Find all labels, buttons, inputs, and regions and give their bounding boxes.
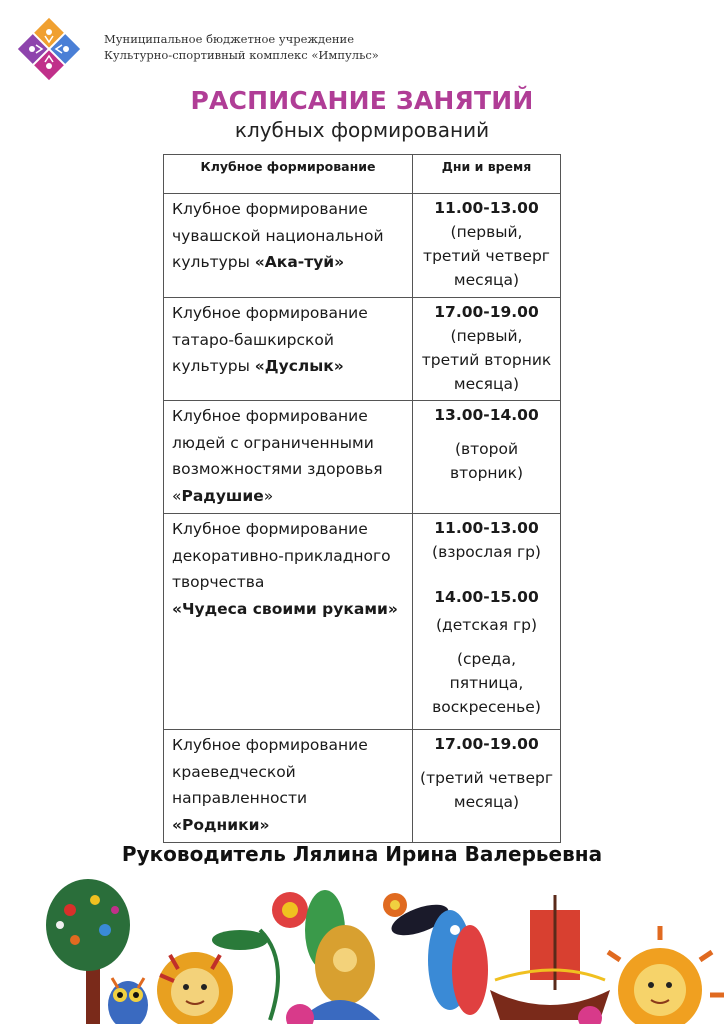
club-name: «Дуслык»: [254, 357, 344, 375]
time-range: 11.00-13.00: [434, 199, 539, 217]
club-name: «Родники»: [172, 815, 270, 834]
club-text-line: Клубное формирование: [172, 304, 368, 322]
club-text-line: татаро-башкирской: [172, 330, 334, 349]
club-text-line: Клубное формирование: [172, 520, 368, 538]
time-cell: [413, 730, 561, 843]
boat-icon: [490, 895, 610, 1020]
time-range: 14.00-15.00: [434, 588, 539, 606]
table-row: [164, 298, 561, 401]
time-cell: [413, 194, 561, 298]
time-cell: [413, 401, 561, 514]
time-cell: [413, 298, 561, 401]
time-note: (детская гр): [436, 616, 537, 634]
page-subtitle: клубных формирований: [234, 118, 490, 142]
org-line-1: Муниципальное бюджетное учреждение: [104, 32, 355, 46]
time-note: (первый,: [450, 327, 523, 345]
club-text-line: Клубное формирование: [172, 200, 368, 218]
club-text-line: декоративно-прикладного: [172, 546, 391, 565]
sun-icon: [608, 926, 724, 1024]
time-range: 17.00-19.00: [434, 735, 539, 753]
column-header-time: Дни и время: [413, 155, 561, 194]
table-row: [164, 194, 561, 298]
time-note: вторник): [449, 464, 524, 482]
club-text-line: людей с ограниченными: [172, 433, 374, 452]
time-note: месяца): [453, 375, 520, 393]
folk-art-illustration: [0, 870, 724, 1024]
owl-icon: [108, 978, 148, 1024]
time-note: месяца): [453, 793, 520, 811]
club-text-line: чувашской национальной: [172, 226, 384, 245]
time-range: 17.00-19.00: [434, 303, 539, 321]
club-name: «Чудеса своими руками»: [172, 599, 398, 618]
time-note: (второй: [454, 440, 519, 458]
leaf-figure-icon: [300, 890, 380, 1020]
club-name-quote: «: [172, 486, 182, 505]
club-cell: [164, 514, 413, 730]
club-text-line: Клубное формирование: [172, 736, 368, 754]
table-header-row: [164, 155, 561, 194]
flower-icon: [286, 1004, 314, 1024]
club-cell: [164, 298, 413, 401]
club-text-line: Клубное формирование: [172, 407, 368, 425]
time-note: третий вторник: [421, 351, 552, 369]
time-note: воскресенье): [432, 698, 541, 716]
time-note: (первый,: [450, 223, 523, 241]
table-row: [164, 401, 561, 514]
club-name: «Ака-туй»: [254, 253, 345, 271]
time-range: 13.00-14.00: [434, 406, 539, 424]
leader-name: Руководитель Лялина Ирина Валерьевна: [121, 842, 603, 866]
table-row: [164, 730, 561, 843]
impuls-logo-icon: [14, 14, 84, 84]
club-cell: [164, 194, 413, 298]
time-note: (взрослая гр): [432, 543, 541, 561]
time-cell: [413, 514, 561, 730]
column-header-club: Клубное формирование: [164, 155, 413, 194]
club-name-quote: »: [263, 486, 274, 505]
club-name: Радушие: [181, 486, 264, 505]
time-note: месяца): [453, 271, 520, 289]
club-cell: [164, 730, 413, 843]
fish-icon: [428, 910, 488, 1015]
sun-face-icon: [157, 952, 233, 1024]
club-text-line: творчества: [172, 573, 265, 591]
club-text-line: направленности: [172, 789, 308, 807]
schedule-table: [163, 154, 561, 843]
time-note: (среда,: [456, 650, 517, 668]
time-range: 11.00-13.00: [434, 519, 539, 537]
time-note: пятница,: [449, 674, 524, 692]
club-text-line: краеведческой: [172, 762, 296, 781]
club-text-line: культуры: [172, 357, 255, 375]
club-text-line: возможностями здоровья: [172, 460, 383, 478]
page-title: РАСПИСАНИЕ ЗАНЯТИЙ: [190, 86, 534, 115]
table-row: [164, 514, 561, 730]
organization-name: [104, 31, 379, 63]
time-note: (третий четверг: [420, 769, 553, 787]
time-note: третий четверг: [423, 247, 550, 265]
club-text-line: культуры: [172, 253, 255, 271]
club-cell: [164, 401, 413, 514]
org-line-2: Культурно-спортивный комплекс «Импульс»: [104, 48, 379, 62]
